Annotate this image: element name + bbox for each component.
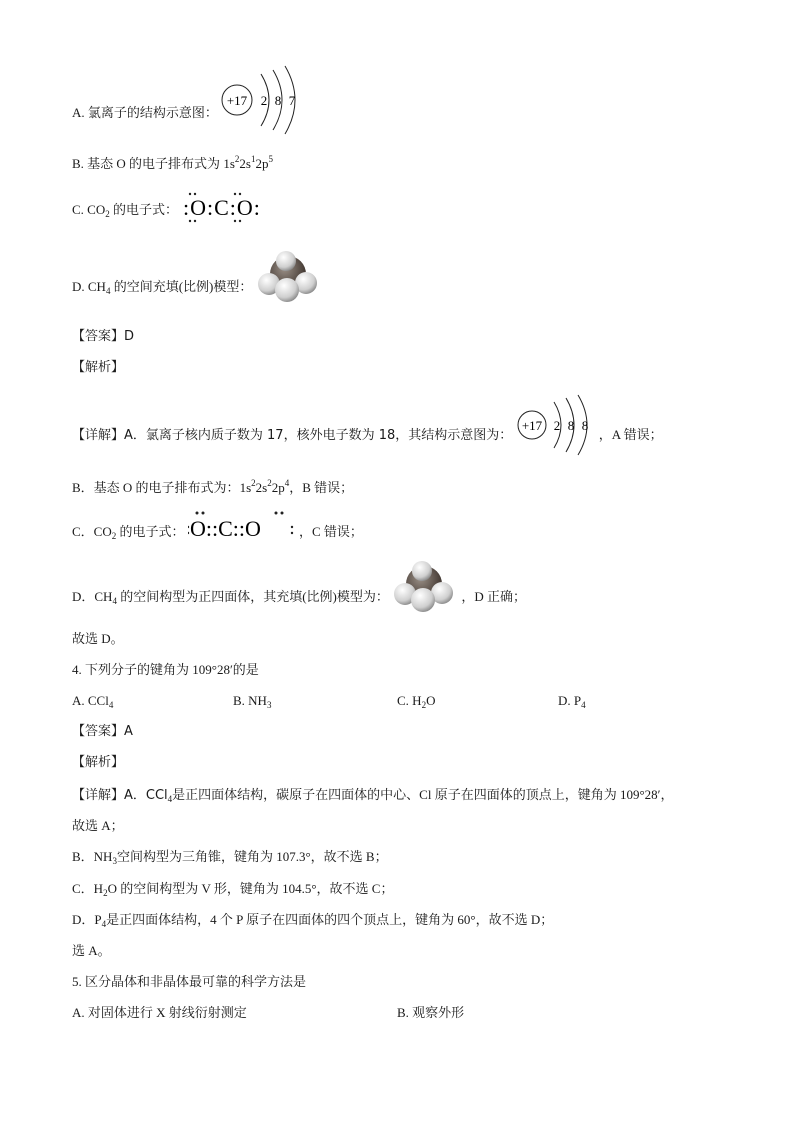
svg-text:8: 8 — [567, 418, 574, 433]
q5-stem: 5. 区分晶体和非晶体最可靠的科学方法是 — [72, 974, 307, 989]
q4-option-b: B. $NH_3$ — [233, 693, 272, 710]
q3-detail-b: B．基态 O 的电子排布式为：$1s^22s^22p^4$，B 错误； — [72, 478, 354, 495]
q4-stem: 4. 下列分子的键角为 109°28′的是 — [72, 662, 259, 677]
q3-answer: 【答案】D — [72, 329, 135, 344]
svg-text::O:C:O:: :O:C:O: — [183, 195, 262, 220]
orbital-electron-count: 2 — [267, 478, 272, 488]
orbital-electron-count: 2 — [251, 478, 256, 488]
q4-detail-b: B．$NH_3$空间构型为三角锥，键角为 107.3°，故不选 B； — [72, 849, 388, 866]
q4-detail-d: D．$P_4$是正四面体结构，4 个 P 原子在四面体的四个顶点上，键角为 60°，故不选 D； — [72, 912, 554, 929]
orbital: 2s — [255, 480, 268, 495]
ch4-space-filling-model-correct — [392, 560, 458, 614]
orbital: 2p — [271, 480, 285, 495]
q4-conclusion: 选 A。 — [72, 943, 111, 958]
q3-option-d: D. $CH_4$ 的空间充填(比例)模型： — [72, 272, 322, 304]
co2-lewis-structure-correct — [188, 508, 296, 544]
electron-configuration — [223, 156, 273, 171]
chloride-ion-structure-diagram — [221, 64, 305, 136]
q4-detail-c: C．$H_2O$ 的空间构型为 V 形，键角为 104.5°，故不选 C； — [72, 881, 394, 898]
q4-option-d: D. $P_4$ — [558, 693, 586, 710]
orbital-electron-count: 1 — [250, 154, 256, 164]
orbital: 1s — [239, 480, 252, 495]
orbital: 2p — [255, 156, 269, 171]
orbital-electron-count: 4 — [284, 478, 290, 488]
q3-conclusion: 故选 D。 — [72, 631, 124, 646]
q3-option-b: B. 基态 O 的电子排布式为 $1s^22s^12p^5$ — [72, 154, 273, 171]
orbital: 2s — [239, 156, 251, 171]
svg-text:2: 2 — [553, 418, 560, 433]
q4-answer: 【答案】A — [72, 724, 133, 739]
orbital-electron-count: 5 — [268, 154, 273, 164]
svg-text:O::C::O: O::C::O — [189, 516, 261, 541]
q3-option-a: A. 氯离子的结构示意图： +17 2 8 7 — [72, 92, 305, 136]
q3-detail-d: D．$CH_4$ 的空间构型为正四面体，其充填(比例)模型为： ，D 正确； — [72, 582, 526, 614]
q5-option-a: A. 对固体进行 X 射线衍射测定 — [72, 1005, 247, 1020]
q4-detail-a-cont: 故选 A； — [72, 818, 124, 833]
co2-lewis-structure-wrong — [181, 190, 261, 224]
q4-analysis-heading: 【解析】 — [72, 755, 125, 770]
svg-text:+17: +17 — [226, 93, 248, 108]
q4-detail-a: 【详解】A．CCl$_4$是正四面体结构，碳原子在四面体的中心、Cl 原子在四面体的顶点上，键角为 109°28′， — [72, 787, 674, 804]
q3-detail-a: 【详解】A．氯离子核内质子数为 17，核外电子数为 18，其结构示意图为： +17 2 8 8 ，A 错误； — [72, 416, 663, 456]
q5-option-b: B. 观察外形 — [397, 1005, 465, 1020]
q3-detail-c: C．$CO_2$ 的电子式： O::C::O ，C 错误； — [72, 522, 363, 545]
svg-text:8: 8 — [581, 418, 588, 433]
q3-option-c: C. $CO_2$ 的电子式： :O:C:O: — [72, 198, 261, 224]
orbital-electron-count: 2 — [234, 154, 240, 164]
svg-text:8: 8 — [274, 93, 282, 108]
q3-analysis-heading: 【解析】 — [72, 360, 125, 375]
chloride-ion-structure-diagram-correct — [516, 394, 596, 456]
svg-text:+17: +17 — [521, 418, 542, 433]
orbital: 1s — [223, 156, 235, 171]
svg-text:2: 2 — [260, 93, 268, 108]
electron-configuration-correct — [240, 480, 290, 495]
ch4-space-filling-model — [256, 250, 322, 304]
q4-option-a: A. CCl$_4$ — [72, 693, 114, 710]
q4-option-c: C. $H_2O$ — [397, 693, 436, 710]
svg-text:7: 7 — [288, 93, 296, 108]
